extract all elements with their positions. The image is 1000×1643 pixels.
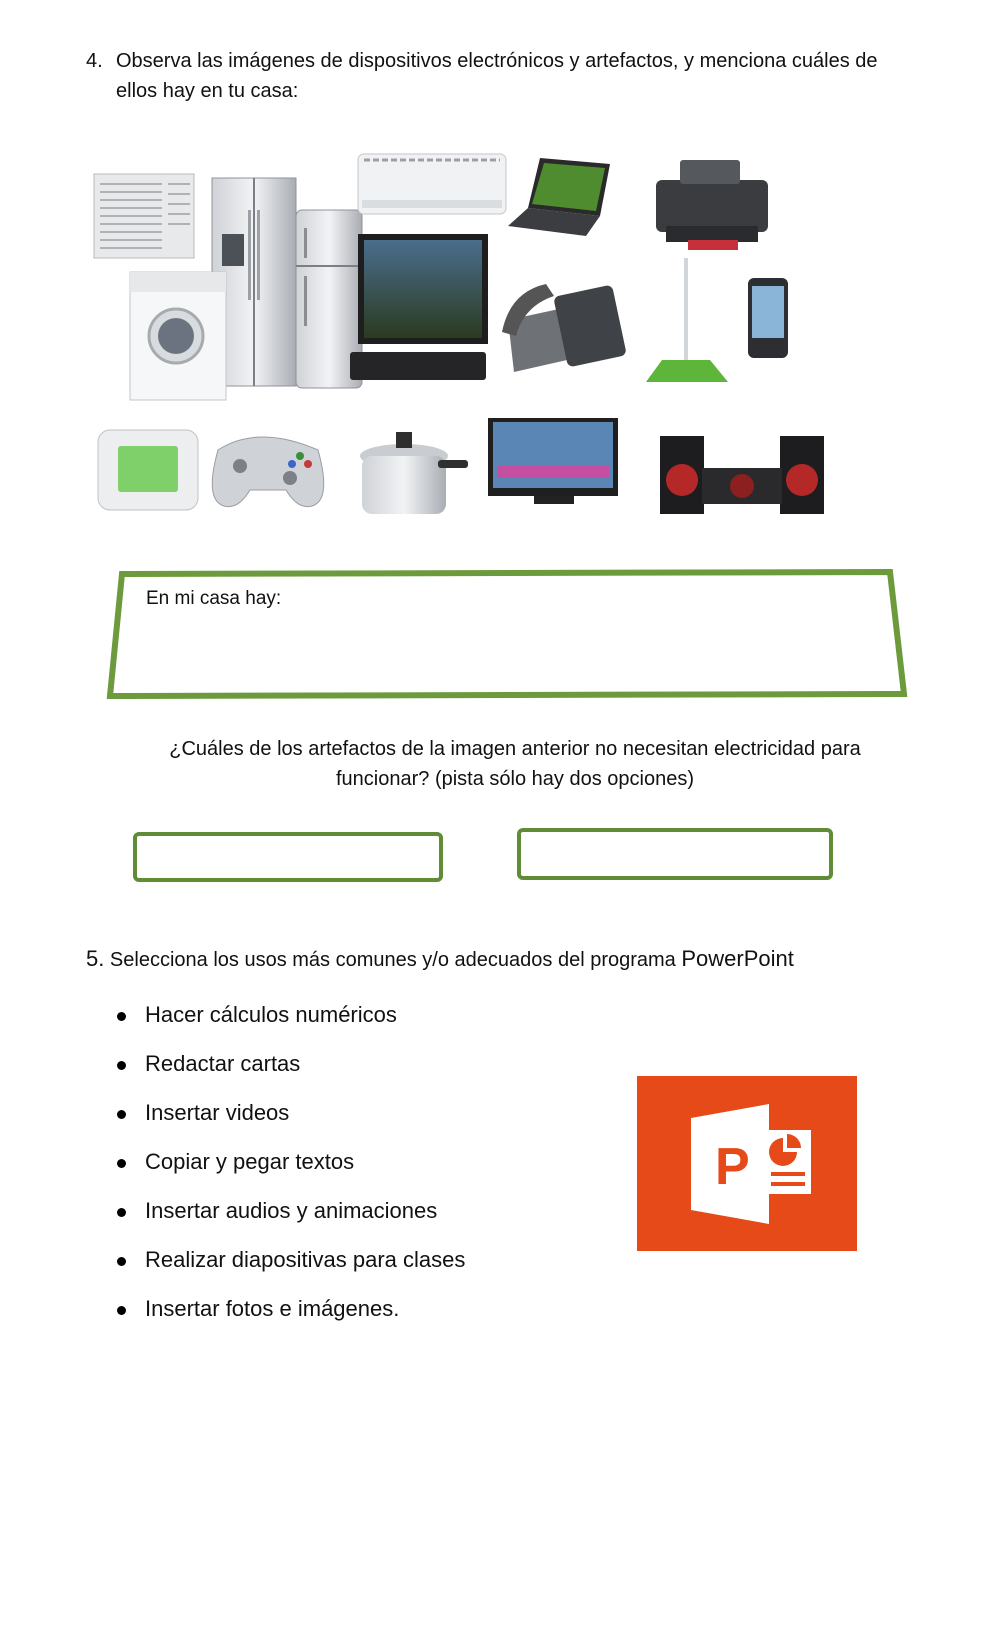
bullet-icon — [117, 1208, 126, 1217]
answer-box-option-1[interactable] — [133, 832, 443, 882]
bullet-icon — [117, 1159, 126, 1168]
subquestion-text — [100, 734, 930, 794]
answer-box-home-label: En mi casa hay: — [146, 588, 282, 609]
subquestion-line-1: ¿Cuáles de los artefactos de la imagen anterior no necesitan electricidad para — [169, 738, 861, 760]
subquestion-line-2: funcionar? (pista sólo hay dos opciones) — [336, 768, 694, 790]
powerpoint-logo-icon — [637, 1076, 857, 1251]
question-5-program: PowerPoint — [681, 946, 794, 971]
option-item[interactable]: Insertar fotos e imágenes. — [115, 1294, 465, 1343]
question-4-number: 4. — [86, 50, 103, 72]
printer-image — [656, 160, 768, 250]
bullet-icon — [117, 1110, 126, 1119]
bullet-icon — [117, 1061, 126, 1070]
laptop-image — [508, 158, 610, 236]
television-with-decoder-image — [350, 234, 488, 380]
option-item[interactable]: Realizar diapositivas para clases — [115, 1245, 465, 1294]
option-item[interactable]: Redactar cartas — [115, 1049, 465, 1098]
answer-box-option-2[interactable] — [517, 828, 833, 880]
question-4-text: Observa las imágenes de dispositivos electrónicos y artefactos, y menciona cuáles de ellos hay en tu casa: — [116, 50, 878, 102]
air-conditioner-window-image — [94, 174, 194, 258]
split-air-conditioner-image — [358, 154, 506, 214]
question-5-line — [86, 944, 794, 975]
question-5-text: Selecciona los usos más comunes y/o adecuados del programa — [109, 949, 682, 971]
question-5-number: 5. — [86, 946, 105, 971]
bullet-icon — [117, 1012, 126, 1021]
telephone-image — [502, 284, 627, 372]
option-item[interactable]: Copiar y pegar textos — [115, 1147, 465, 1196]
devices-collage — [90, 150, 850, 540]
bullet-icon — [117, 1257, 126, 1266]
sound-system-image — [660, 436, 824, 514]
game-controller-image — [212, 437, 324, 507]
powerpoint-logo-letter: P — [715, 1138, 750, 1196]
options-list — [115, 1000, 465, 1343]
pressure-cooker-image — [360, 432, 468, 514]
smart-tv-image — [488, 418, 618, 504]
option-item[interactable]: Insertar videos — [115, 1098, 465, 1147]
answer-box-home[interactable] — [100, 566, 910, 706]
thermostat-image — [98, 430, 198, 510]
option-item[interactable]: Insertar audios y animaciones — [115, 1196, 465, 1245]
smartphone-image — [748, 278, 788, 358]
broom-image — [646, 258, 728, 382]
option-item[interactable]: Hacer cálculos numéricos — [115, 1000, 465, 1049]
bullet-icon — [117, 1306, 126, 1315]
washing-machine-image — [130, 272, 226, 400]
